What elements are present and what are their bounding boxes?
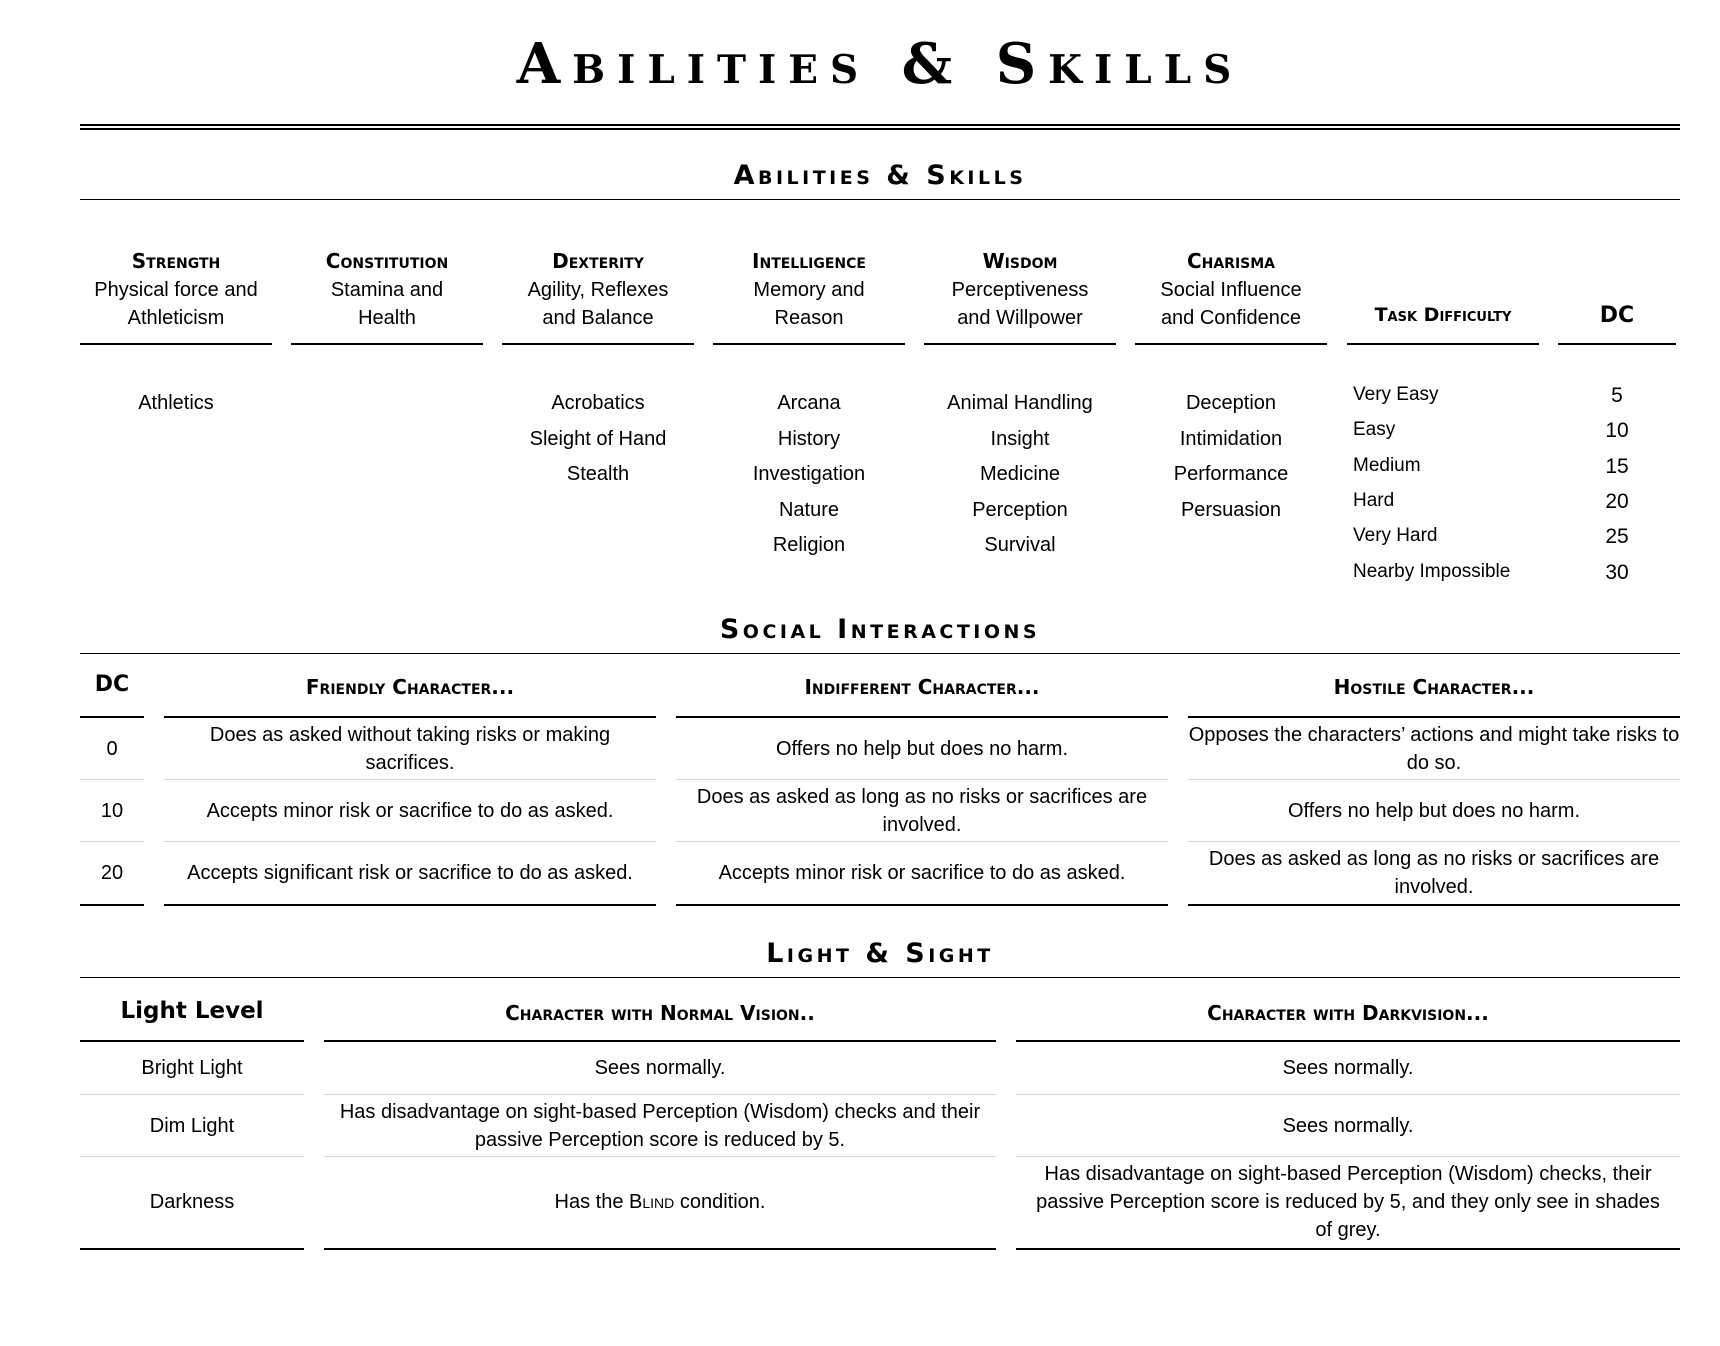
- skill-insight: Insight: [990, 427, 1050, 450]
- friendly-header: Friendly Character...: [305, 675, 515, 699]
- indifferent-header: Indifferent Character...: [804, 675, 1040, 699]
- hostile-cell: Offers no help but does no harm.: [1287, 799, 1581, 822]
- darkvision-cell: Sees normally.: [1282, 1114, 1414, 1137]
- ability-desc-line: Memory and: [753, 279, 865, 301]
- abilities-section-title: Abilities & Skills: [733, 160, 1027, 191]
- social-row-dc: 10: [100, 799, 124, 822]
- ability-strength: [80, 246, 272, 422]
- ability-desc-line: Social Influence: [1160, 279, 1302, 301]
- ability-desc-line: Physical force and: [94, 279, 258, 301]
- hostile-cell: Opposes the characters’ actions and might take risks to do so.: [1188, 723, 1680, 774]
- ability-name: Intelligence: [752, 249, 866, 273]
- social-dc-header: DC: [94, 672, 130, 697]
- difficulty-dc: 5: [1611, 384, 1623, 407]
- skill-investigation: Investigation: [752, 463, 866, 485]
- difficulty-dc: 20: [1605, 490, 1629, 513]
- ability-desc-line: Perceptiveness: [951, 279, 1089, 301]
- normal-vision-cell: [324, 1157, 996, 1247]
- skill-animal-handling: Animal Handling: [947, 392, 1093, 414]
- difficulty-label: Easy: [1353, 419, 1396, 440]
- abilities-grid: [80, 200, 1680, 614]
- friendly-cell: Accepts significant risk or sacrifice to do as asked.: [187, 861, 633, 884]
- darkvision-cell: Has disadvantage on sight-based Perception (Wisdom) checks, their passive Perception score is reduced by 5, and they only see in shades of grey.: [1036, 1163, 1660, 1241]
- normal-vision-header: Character with Normal Vision..: [505, 1001, 815, 1025]
- skill-medicine: Medicine: [979, 463, 1061, 485]
- table-bottom-rule: [1016, 1248, 1680, 1250]
- skill-intimidation: Intimidation: [1179, 427, 1283, 450]
- task-difficulty-header: Task Difficulty: [1374, 304, 1512, 326]
- ability-desc-line: Athleticism: [127, 307, 225, 329]
- skill-acrobatics: Acrobatics: [551, 392, 645, 414]
- ability-name: Dexterity: [552, 249, 644, 273]
- skill-religion: Religion: [772, 534, 846, 556]
- friendly-cell: Does as asked without taking risks or making sacrifices.: [209, 723, 611, 774]
- skill-sleight-of-hand: Sleight of Hand: [529, 427, 667, 450]
- normal-vision-prefix: Has the: [554, 1191, 630, 1213]
- dc-underline: [1558, 343, 1676, 345]
- friendly-cell: Accepts minor risk or sacrifice to do as asked.: [206, 799, 614, 822]
- social-section-title: Social Interactions: [719, 614, 1041, 645]
- difficulty-label: Medium: [1353, 455, 1421, 476]
- indifferent-cell: Does as asked as long as no risks or sacrifices are involved.: [696, 785, 1148, 836]
- social-row-dc: 0: [106, 737, 118, 760]
- ability-underline: [80, 343, 272, 345]
- ability-underline: [502, 343, 694, 345]
- table-bottom-rule: [80, 1248, 304, 1250]
- difficulty-dc: 15: [1605, 455, 1629, 478]
- difficulty-dc: 25: [1605, 525, 1629, 548]
- ability-name: Strength: [131, 249, 221, 273]
- skill-perception: Perception: [972, 498, 1068, 521]
- ability-desc-line: and Willpower: [957, 307, 1083, 329]
- ability-desc-line: and Confidence: [1160, 307, 1302, 329]
- skill-nature: Nature: [778, 498, 840, 521]
- difficulty-dc: 10: [1605, 419, 1629, 442]
- light-level-header: Light Level: [120, 998, 264, 1024]
- page: [80, 0, 1680, 1258]
- difficulty-label: Very Easy: [1353, 384, 1439, 405]
- light-section-title: Light & Sight: [766, 938, 994, 969]
- light-level-cell: Dim Light: [149, 1114, 235, 1137]
- ability-underline: [1135, 343, 1327, 345]
- light-level-cell: Darkness: [149, 1191, 235, 1213]
- normal-vision-cell: Has disadvantage on sight-based Perception (Wisdom) checks and their passive Perception score is reduced by 5.: [339, 1100, 981, 1151]
- ability-desc-line: Stamina and: [330, 279, 444, 301]
- skill-deception: Deception: [1185, 392, 1277, 414]
- normal-vision-cell: Sees normally.: [594, 1057, 726, 1079]
- ability-constitution: [291, 246, 483, 332]
- ability-dexterity: [502, 246, 694, 493]
- normal-vision-suffix: condition.: [674, 1191, 766, 1213]
- ability-underline: [713, 343, 905, 345]
- hostile-cell: Does as asked as long as no risks or sacrifices are involved.: [1208, 847, 1660, 898]
- task-difficulty-underline: [1347, 343, 1539, 345]
- skill-persuasion: Persuasion: [1180, 498, 1282, 521]
- ability-name: Wisdom: [982, 249, 1058, 273]
- ability-underline: [924, 343, 1116, 345]
- indifferent-cell: Offers no help but does no harm.: [775, 737, 1069, 760]
- skill-history: History: [777, 427, 841, 450]
- hostile-header: Hostile Character...: [1333, 675, 1535, 699]
- darkvision-cell: Sees normally.: [1282, 1057, 1414, 1079]
- table-bottom-rule: [324, 1248, 996, 1250]
- difficulty-label: Hard: [1353, 490, 1395, 511]
- title-double-rule: [80, 124, 1680, 130]
- ability-desc-line: Reason: [774, 307, 844, 329]
- light-table: [80, 978, 1680, 1258]
- social-table: [80, 654, 1680, 934]
- skill-arcana: Arcana: [777, 392, 841, 414]
- difficulty-dc: 30: [1605, 561, 1629, 584]
- table-bottom-rule: [164, 904, 656, 906]
- light-level-cell: Bright Light: [141, 1057, 243, 1079]
- ability-desc-line: Agility, Reflexes: [527, 279, 669, 301]
- skill-survival: Survival: [984, 534, 1056, 556]
- table-bottom-rule: [676, 904, 1168, 906]
- skill-stealth: Stealth: [566, 463, 630, 485]
- dc-header: DC: [1599, 303, 1635, 328]
- blind-condition-link[interactable]: Blind: [629, 1191, 675, 1213]
- social-row-dc: 20: [100, 861, 124, 884]
- ability-intelligence: [713, 246, 905, 564]
- table-bottom-rule: [1188, 904, 1680, 906]
- skill-athletics: Athletics: [138, 392, 214, 414]
- ability-desc-line: and Balance: [542, 307, 654, 329]
- page-title: Abilities & Skills: [516, 31, 1244, 97]
- ability-desc-line: Health: [358, 307, 416, 329]
- ability-wisdom: [924, 246, 1116, 564]
- ability-charisma: [1135, 246, 1327, 528]
- darkvision-header: Character with Darkvision...: [1207, 1001, 1489, 1025]
- ability-name: Constitution: [325, 249, 449, 273]
- indifferent-cell: Accepts minor risk or sacrifice to do as asked.: [718, 861, 1126, 884]
- ability-name: Charisma: [1186, 249, 1276, 273]
- skill-performance: Performance: [1173, 463, 1289, 485]
- difficulty-label: Very Hard: [1353, 525, 1438, 546]
- difficulty-label: Nearby Impossible: [1353, 561, 1511, 582]
- table-bottom-rule: [80, 904, 144, 906]
- ability-underline: [291, 343, 483, 345]
